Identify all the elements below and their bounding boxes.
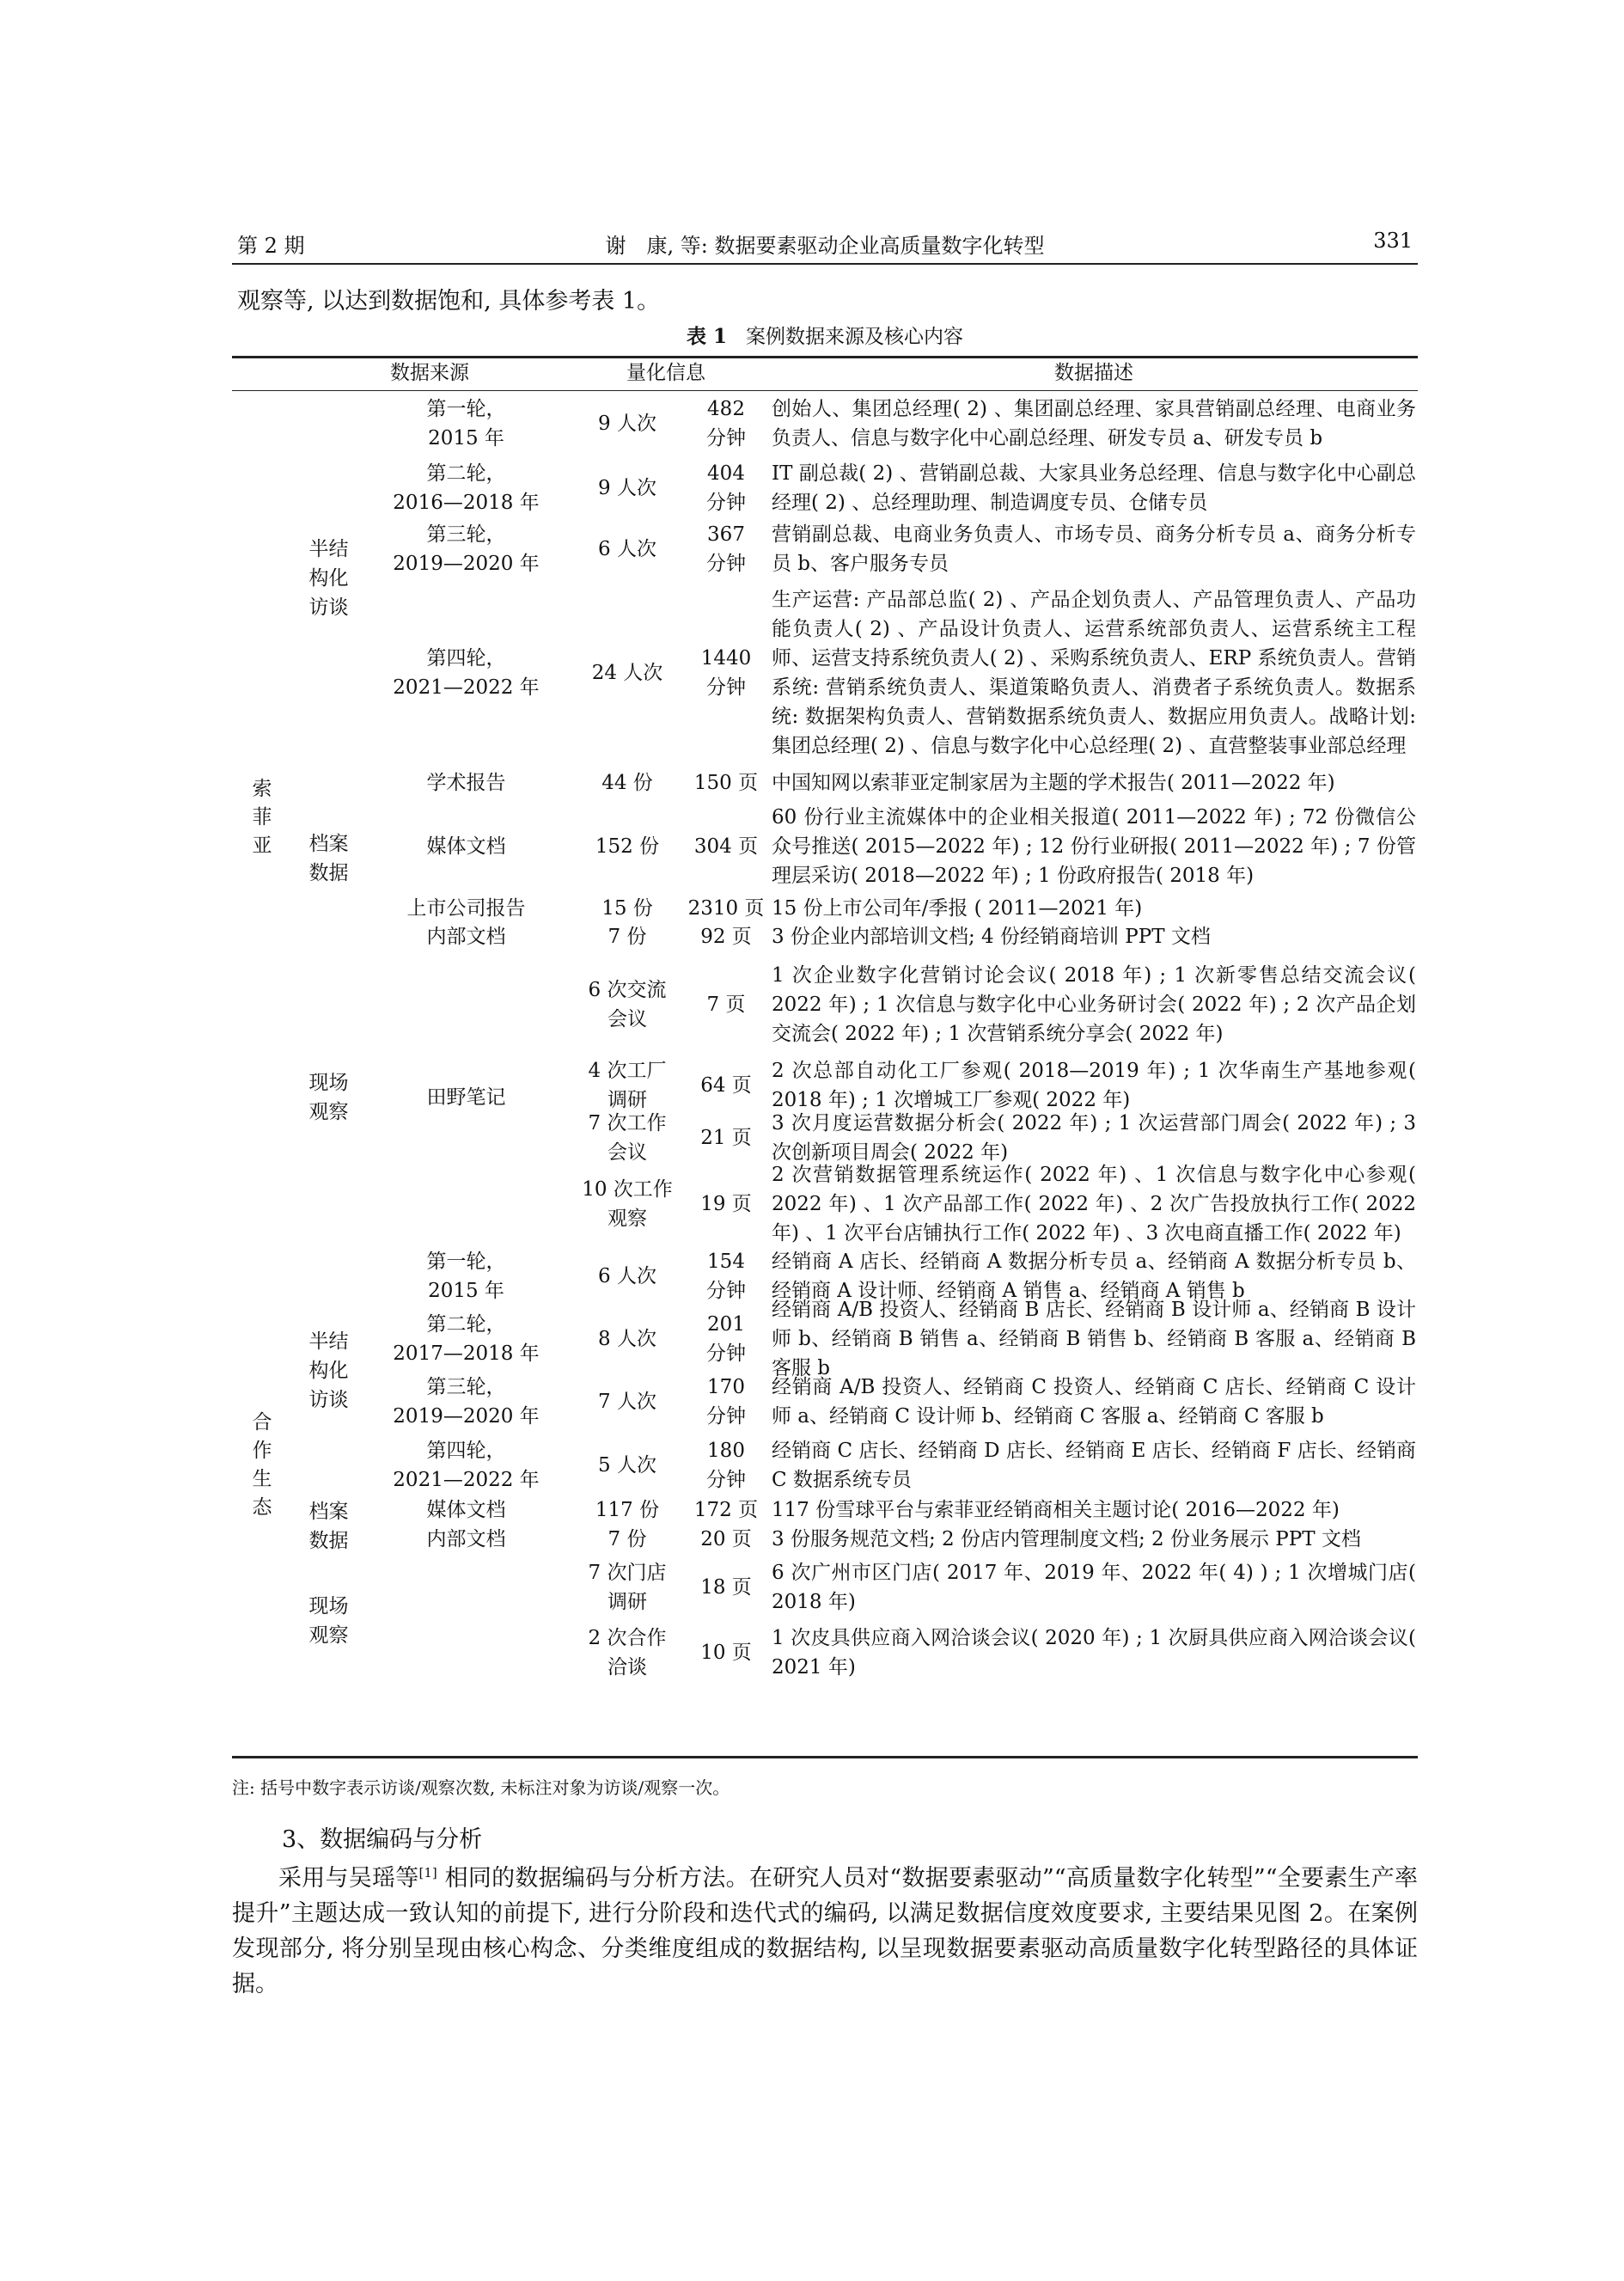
- source-cell: 第三轮， 2019—2020 年: [393, 523, 540, 575]
- count-cell: 24 人次: [591, 662, 663, 684]
- description-cell: 6 次广州市区门店( 2017 年、2019 年、2022 年( 4) ) ; 1 次增城门店( 2018 年): [772, 1562, 1416, 1613]
- intro-sentence: 观察等, 以达到数据饱和, 具体参考表 1。: [237, 288, 661, 315]
- source-cell: 第四轮， 2021—2022 年: [393, 647, 540, 699]
- count-cell: 8 人次: [598, 1328, 656, 1350]
- volume-cell: 2310 页: [687, 897, 765, 920]
- description-cell: IT 副总裁( 2) 、营销副总裁、大家具业务总经理、信息与数字化中心副总经理( 2) 、总经理助理、制造调度专员、仓储专员: [772, 462, 1416, 514]
- category-label: 现场观察: [308, 1072, 349, 1123]
- source-cell: 第一轮， 2015 年: [426, 1251, 506, 1302]
- page-number: 331: [1373, 229, 1413, 253]
- volume-cell: 154 分钟: [706, 1251, 746, 1302]
- volume-cell: 19 页: [700, 1193, 752, 1215]
- table-note: 注: 括号中数字表示访谈/观察次数, 未标注对象为访谈/观察一次。: [232, 1777, 730, 1798]
- volume-cell: 180 分钟: [706, 1440, 746, 1491]
- source-cell: 田野笔记: [426, 1086, 506, 1109]
- source-cell: 第四轮， 2021—2022 年: [393, 1440, 540, 1491]
- source-cell: 第二轮， 2016—2018 年: [393, 462, 540, 514]
- source-cell: 内部文档: [426, 926, 506, 948]
- description-cell: 3 次月度运营数据分析会( 2022 年) ; 1 次运营部门周会( 2022 年) ; 3 次创新项目周会( 2022 年): [772, 1112, 1416, 1164]
- count-cell: 15 份: [601, 897, 653, 920]
- category-label: 半结构化访谈: [308, 538, 349, 619]
- table-label: 表 1: [686, 325, 727, 348]
- count-cell: 7 次门店 调研: [588, 1562, 667, 1613]
- description-cell: 2 次营销数据管理系统运作( 2022 年) 、1 次信息与数字化中心参观( 2022 年) 、1 次产品部工作( 2022 年) 、2 次广告投放执行工作( 2022 年) 、1 次平台店铺执行工作( 2022 年) 、3 次电商直播工作( 2022 年): [772, 1164, 1416, 1244]
- volume-cell: 21 页: [700, 1127, 752, 1149]
- body-text-rest: 相同的数据编码与分析方法。在研究人员对“数据要素驱动”“高质量数字化转型”“全要素生产率提升”主题达成一致认知的前提下, 进行分阶段和迭代式的编码, 以满足数据信度效度要求, 主要结果见图 2。在案例发现部分, 将分别呈现由核心构念、分类维度组成的数据结构, 以呈现数据要素驱动高质量数字化转型路径的具体证据。: [232, 1865, 1419, 1997]
- volume-cell: 170 分钟: [706, 1376, 746, 1428]
- count-cell: 7 人次: [598, 1391, 656, 1413]
- volume-cell: 20 页: [700, 1528, 752, 1550]
- count-cell: 44 份: [601, 772, 653, 794]
- source-cell: 媒体文档: [426, 835, 506, 858]
- volume-cell: 10 页: [700, 1642, 752, 1664]
- count-cell: 117 份: [595, 1499, 660, 1521]
- count-cell: 152 份: [595, 835, 660, 858]
- volume-cell: 18 页: [700, 1576, 752, 1599]
- running-head: [232, 225, 1418, 265]
- description-cell: 60 份行业主流媒体中的企业相关报道( 2011—2022 年) ; 72 份微信公众号推送( 2015—2022 年) ; 12 份行业研报( 2011—2022 年) ; 7 份管理层采访( 2018—2022 年) ; 1 份政府报告( 2018 年): [772, 806, 1416, 887]
- source-cell: 学术报告: [426, 772, 506, 794]
- count-cell: 5 人次: [598, 1454, 656, 1477]
- description-cell: 1 次皮具供应商入网洽谈会议( 2020 年) ; 1 次厨具供应商入网洽谈会议( 2021 年): [772, 1627, 1416, 1679]
- body-paragraph: [232, 1856, 1418, 2002]
- volume-cell: 367 分钟: [706, 523, 746, 575]
- table-caption: [232, 321, 1418, 349]
- description-cell: 3 份企业内部培训文档; 4 份经销商培训 PPT 文档: [772, 926, 1211, 948]
- volume-cell: 201 分钟: [706, 1313, 746, 1365]
- column-header: 量化信息: [626, 362, 705, 384]
- volume-cell: 404 分钟: [706, 462, 746, 514]
- journal-issue: 第 2 期: [237, 234, 305, 258]
- description-cell: 创始人、集团总经理( 2) 、集团副总经理、家具营销副总经理、电商业务负责人、信息与数字化中心副总经理、研发专员 a、研发专员 b: [772, 398, 1416, 449]
- source-cell: 第三轮， 2019—2020 年: [393, 1376, 540, 1428]
- volume-cell: 64 页: [700, 1074, 752, 1097]
- category-label: 现场观察: [308, 1595, 349, 1647]
- volume-cell: 304 页: [693, 835, 759, 858]
- description-cell: 经销商 A/B 投资人、经销商 C 投资人、经销商 C 店长、经销商 C 设计师 a、经销商 C 设计师 b、经销商 C 客服 a、经销商 C 客服 b: [772, 1376, 1416, 1428]
- volume-cell: 482 分钟: [706, 398, 746, 449]
- count-cell: 6 人次: [598, 538, 656, 560]
- source-cell: 内部文档: [426, 1528, 506, 1550]
- source-cell: 第二轮， 2017—2018 年: [393, 1313, 540, 1365]
- volume-cell: 150 页: [693, 772, 759, 794]
- description-cell: 中国知网以索菲亚定制家居为主题的学术报告( 2011—2022 年): [772, 772, 1335, 794]
- description-cell: 经销商 C 店长、经销商 D 店长、经销商 E 店长、经销商 F 店长、经销商 C 数据系统专员: [772, 1440, 1416, 1491]
- description-cell: 营销副总裁、电商业务负责人、市场专员、商务分析专员 a、商务分析专员 b、客户服务专员: [772, 523, 1416, 575]
- count-cell: 10 次工作 观察: [582, 1178, 673, 1230]
- description-cell: 117 份雪球平台与索菲亚经销商相关主题讨论( 2016—2022 年): [772, 1499, 1340, 1521]
- count-cell: 2 次合作 洽谈: [588, 1627, 667, 1679]
- volume-cell: 1440 分钟: [700, 647, 752, 699]
- source-cell: 第一轮， 2015 年: [426, 398, 506, 449]
- source-cell: [365, 1556, 567, 1686]
- source-cell: 上市公司报告: [406, 897, 526, 920]
- body-text-start: 采用与吴瑶等: [278, 1865, 419, 1892]
- section-heading: 3、数据编码与分析: [282, 1826, 483, 1853]
- count-cell: 9 人次: [598, 477, 656, 499]
- description-cell: 1 次企业数字化营销讨论会议( 2018 年) ; 1 次新零售总结交流会议( 2022 年) ; 1 次信息与数字化中心业务研讨会( 2022 年) ; 2 次产品企划交流会( 2022 年) ; 1 次营销系统分享会( 2022 年): [772, 964, 1416, 1045]
- count-cell: 7 次工作 会议: [588, 1112, 667, 1164]
- category-label: 半结构化访谈: [308, 1330, 349, 1411]
- count-cell: 6 次交流 会议: [588, 979, 667, 1030]
- citation-ref: [1]: [418, 1865, 437, 1880]
- table-bottom-rule: [232, 1756, 1418, 1758]
- table-title: 案例数据来源及核心内容: [746, 326, 963, 348]
- volume-cell: 7 页: [706, 994, 746, 1016]
- description-cell: 2 次总部自动化工厂参观( 2018—2019 年) ; 1 次华南生产基地参观( 2018 年) ; 1 次增城工厂参观( 2022 年): [772, 1060, 1416, 1111]
- column-header: 数据描述: [1054, 362, 1133, 384]
- category-label: 档案数据: [308, 833, 349, 884]
- description-cell: 15 份上市公司年/季报 ( 2011—2021 年): [772, 897, 1143, 920]
- count-cell: 7 份: [607, 1528, 647, 1550]
- description-cell: 经销商 A/B 投资人、经销商 B 店长、经销商 B 设计师 a、经销商 B 设计师 b、经销商 B 销售 a、经销商 B 销售 b、经销商 B 客服 a、经销商 B 客服 b: [772, 1299, 1416, 1379]
- entity-label: 合作生态: [252, 1411, 272, 1519]
- volume-cell: 92 页: [700, 926, 752, 948]
- count-cell: 6 人次: [598, 1265, 656, 1287]
- category-label: 档案数据: [308, 1501, 349, 1552]
- count-cell: 9 人次: [598, 413, 656, 435]
- column-header: 数据来源: [390, 362, 469, 384]
- count-cell: 7 份: [607, 926, 647, 948]
- source-cell: 媒体文档: [426, 1499, 506, 1521]
- description-cell: 3 份服务规范文档; 2 份店内管理制度文档; 2 份业务展示 PPT 文档: [772, 1528, 1361, 1550]
- article-title: 谢 康, 等: 数据要素驱动企业高质量数字化转型: [605, 234, 1045, 258]
- count-cell: 4 次工厂 调研: [588, 1060, 667, 1111]
- description-cell: 经销商 A 店长、经销商 A 数据分析专员 a、经销商 A 数据分析专员 b、经销商 A 设计师、经销商 A 销售 a、经销商 A 销售 b: [772, 1251, 1416, 1302]
- data-source-table: [232, 356, 1418, 1758]
- entity-label: 索菲亚: [252, 777, 272, 857]
- description-cell: 生产运营: 产品部总监( 2) 、产品企划负责人、产品管理负责人、产品功能负责人( 2) 、产品设计负责人、运营系统部负责人、运营系统主工程师、运营支持系统负责人( 2) 、采购系统负责人、ERP 系统负责人。营销系统: 营销系统负责人、渠道策略负责人、消费者子系统负责人。数据系统: 数据架构负责人、营销数据系统负责人、数据应用负责人。战略计划: 集团总经理( 2) 、信息与数字化中心总经理( 2) 、直营整装事业部总经理: [772, 589, 1416, 757]
- volume-cell: 172 页: [693, 1499, 759, 1521]
